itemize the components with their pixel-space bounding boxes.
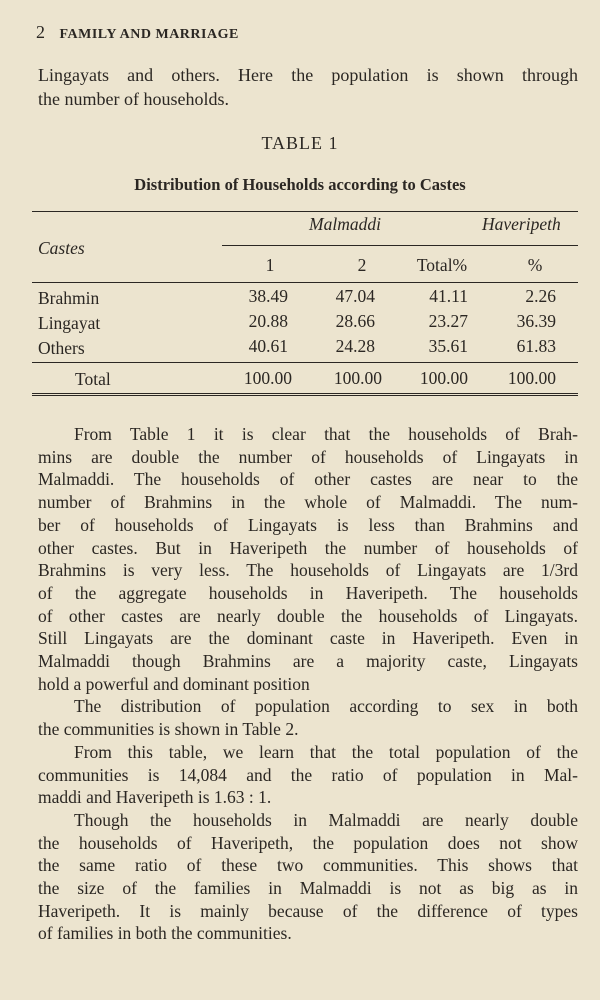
body-text: [38, 423, 578, 945]
cell-value: 38.49: [248, 286, 288, 306]
text-line: the communities is shown in Table 2.: [38, 719, 299, 740]
total-top-rule: [32, 362, 578, 363]
text-line: From this table, we learn that the total population of the: [74, 741, 578, 762]
text-line: ber of households of Lingayats is less than Brahmins and: [38, 514, 578, 535]
cell-value: 20.88: [248, 311, 288, 331]
header-bottom-rule: [32, 282, 578, 283]
cell-value: 47.04: [335, 286, 375, 306]
cell-value: 100.00: [243, 368, 292, 388]
cell-value: 36.39: [516, 311, 556, 331]
cell-value: 2.26: [525, 286, 556, 306]
text-line: hold a powerful and dominant position: [38, 673, 310, 694]
row-header-castes: Castes: [38, 238, 85, 258]
group-header-haveripeth: Haveripeth: [482, 214, 561, 234]
intro-line-1: Lingayats and others. Here the population is shown through: [38, 65, 578, 85]
subcol-haveripeth-pct: %: [527, 255, 543, 275]
text-line: the households of Haveripeth, the population does not show: [38, 832, 578, 853]
caste-name: Others: [38, 338, 85, 358]
text-line: The distribution of population according to sex in both: [74, 696, 578, 717]
subcol-1: 1: [265, 255, 275, 275]
cell-value: 28.66: [335, 311, 375, 331]
cell-value: 100.00: [507, 368, 556, 388]
text-line: mins are double the number of households of Lingayats in: [38, 446, 578, 467]
subcol-2: 2: [357, 255, 367, 275]
table-top-rule: [32, 211, 578, 212]
text-line: Malmaddi though Brahmins are a majority caste, Lingayats: [38, 651, 578, 672]
text-line: the same ratio of these two communities. This shows that: [38, 855, 578, 876]
intro-paragraph: [38, 64, 578, 111]
text-line: other castes. But in Haveripeth the number of households of: [38, 537, 578, 558]
cell-value: 100.00: [419, 368, 468, 388]
cell-value: 41.11: [429, 286, 468, 306]
total-label: Total: [75, 369, 111, 389]
text-line: of the aggregate households in Haveripeth. The households: [38, 582, 578, 603]
text-line: From Table 1 it is clear that the households of Brah-: [74, 424, 578, 444]
table-bottom-rule: [32, 393, 578, 396]
table-caption: Distribution of Households according to Castes: [134, 175, 466, 194]
group-header-malmaddi: Malmaddi: [309, 214, 381, 234]
text-line: Still Lingayats are the dominant caste in Haveripeth. Even in: [38, 628, 578, 649]
subheader-rule: [222, 245, 578, 246]
text-line: number of Brahmins in the whole of Malmaddi. The num-: [38, 492, 578, 513]
caste-name: Brahmin: [38, 288, 100, 308]
intro-line-2: the number of households.: [38, 88, 229, 109]
text-line: maddi and Haveripeth is 1.63 : 1.: [38, 787, 272, 808]
text-line: Brahmins is very less. The households of Lingayats are 1/3rd: [38, 560, 578, 581]
subcol-total-pct: Total%: [416, 255, 468, 275]
page-number: 2: [36, 22, 46, 42]
running-title: FAMILY AND MARRIAGE: [59, 27, 239, 42]
table-label: TABLE 1: [261, 133, 339, 153]
cell-value: 24.28: [335, 336, 375, 356]
text-line: communities is 14,084 and the ratio of population in Mal-: [38, 764, 578, 785]
text-line: Malmaddi. The households of other castes are near to the: [38, 469, 578, 490]
caste-name: Lingayat: [38, 313, 101, 333]
text-line: of families in both the communities.: [38, 923, 292, 944]
cell-value: 100.00: [333, 368, 382, 388]
cell-value: 40.61: [248, 336, 288, 356]
text-line: of other castes are nearly double the households of Lingayats.: [38, 605, 578, 626]
text-line: Though the households in Malmaddi are nearly double: [74, 809, 578, 830]
cell-value: 23.27: [428, 311, 468, 331]
text-line: Haveripeth. It is mainly because of the difference of types: [38, 900, 578, 921]
text-line: the size of the families in Malmaddi is not as big as in: [38, 878, 578, 899]
cell-value: 35.61: [428, 336, 468, 356]
page-header: [36, 22, 239, 43]
cell-value: 61.83: [516, 336, 556, 356]
